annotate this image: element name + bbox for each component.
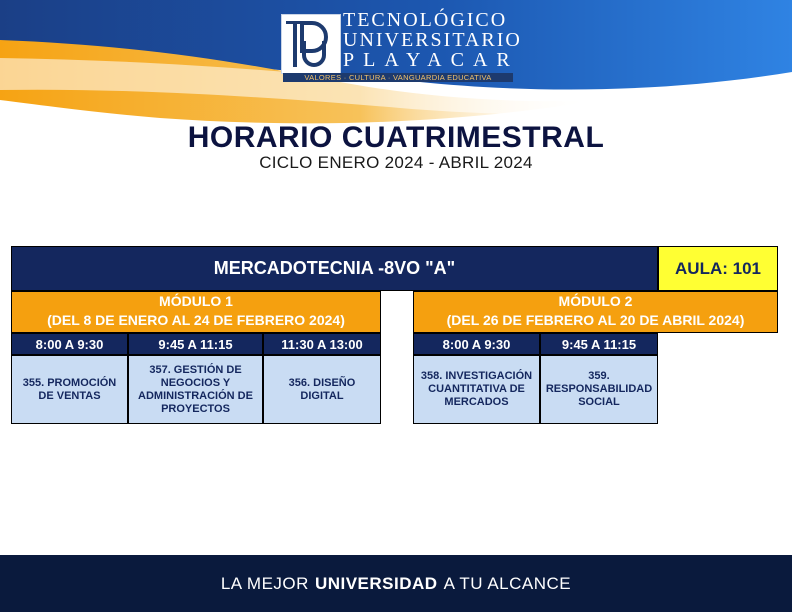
module-1-header xyxy=(11,291,381,333)
logo-line-3: PLAYACAR xyxy=(343,49,519,71)
page-title: HORARIO CUATRIMESTRAL xyxy=(187,121,605,154)
logo-line-1: TECNOLÓGICO xyxy=(343,9,508,31)
tup-logo-mark xyxy=(281,14,341,74)
module-1-title: MÓDULO 1 xyxy=(159,293,233,309)
module-2-course-2: 359. RESPONSABILIDAD SOCIAL xyxy=(540,355,658,424)
module-1-course-1: 355. PROMOCIÓN DE VENTAS xyxy=(11,355,128,424)
module-2-slot-1: 8:00 A 9:30 xyxy=(413,333,540,355)
footer-text-3: A TU ALCANCE xyxy=(443,573,572,593)
logo-wordmark xyxy=(343,10,522,70)
module-2-course-1: 358. INVESTIGACIÓN CUANTITATIVA DE MERCADOS xyxy=(413,355,540,424)
footer-text-2: UNIVERSIDAD xyxy=(314,573,438,593)
classroom-badge: AULA: 101 xyxy=(658,246,778,291)
module-1-course-3: 356. DISEÑO DIGITAL xyxy=(263,355,381,424)
logo-line-2: UNIVERSITARIO xyxy=(343,29,522,51)
footer-slogan xyxy=(0,555,792,612)
module-2-header xyxy=(413,291,778,333)
module-1-slot-3: 11:30 A 13:00 xyxy=(263,333,381,355)
footer-text-1: LA MEJOR xyxy=(220,573,309,593)
group-banner: MERCADOTECNIA -8VO "A" xyxy=(11,246,658,291)
module-1-course-2: 357. GESTIÓN DE NEGOCIOS Y ADMINISTRACIÓN DE PROYECTOS xyxy=(128,355,263,424)
page-subtitle: CICLO ENERO 2024 - ABRIL 2024 xyxy=(259,153,533,172)
module-2-dates: (DEL 26 DE FEBRERO AL 20 DE ABRIL 2024) xyxy=(446,312,745,328)
module-1-slot-2: 9:45 A 11:15 xyxy=(128,333,263,355)
module-1-dates: (DEL 8 DE ENERO AL 24 DE FEBRERO 2024) xyxy=(47,312,345,328)
module-2-slot-2: 9:45 A 11:15 xyxy=(540,333,658,355)
module-1-slot-1: 8:00 A 9:30 xyxy=(11,333,128,355)
logo-tagline: VALORES · CULTURA · VANGUARDIA EDUCATIVA xyxy=(283,73,513,82)
module-2-title: MÓDULO 2 xyxy=(558,293,633,309)
